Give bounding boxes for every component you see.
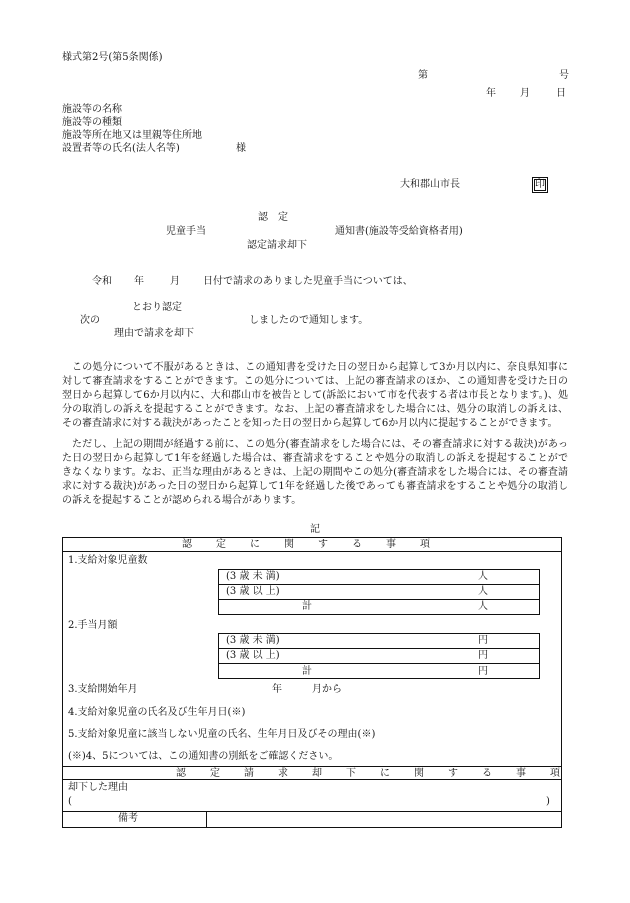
intro-month: 月	[170, 276, 180, 287]
rejection-section-title: 認 定 請 求 却 下 に 関 す る 事 項	[176, 768, 567, 779]
doc-number-suffix: 号	[559, 70, 569, 81]
intro-as-below: 次の	[80, 315, 100, 326]
item1-label: 1.支給対象児童数	[68, 555, 148, 566]
reason-paren-open: (	[68, 796, 72, 807]
child-count-under3-label: (3 歳 未 満)	[226, 571, 280, 582]
item3-year: 年	[272, 684, 282, 695]
intro-rejected-reason: 理由で請求を却下	[114, 328, 194, 339]
intro-year: 年	[134, 276, 144, 287]
amount-total-label: 計	[302, 666, 312, 677]
facility-type-label: 施設等の種類	[62, 117, 122, 128]
facility-address-label: 施設等所在地又は里親等住所地	[62, 130, 202, 141]
heading-notice: 通知書(施設等受給資格者用)	[335, 226, 463, 237]
reason-paren-close: )	[546, 796, 550, 807]
child-count-over3-label: (3 歳 以 上)	[226, 586, 280, 597]
child-count-total-label: 計	[302, 601, 312, 612]
item3-month-from: 月から	[312, 684, 342, 695]
intro-rest: 日付で請求のありました児童手当については、	[203, 276, 413, 287]
date-day: 日	[556, 88, 566, 99]
form-number: 様式第2号(第5条関係)	[62, 52, 163, 63]
child-count-total-unit: 人	[478, 601, 488, 612]
heading-rejection: 認定請求却下	[247, 240, 307, 251]
attachment-note: (※)4、5については、この通知書の別紙をご確認ください。	[68, 751, 339, 762]
date-month: 月	[520, 88, 530, 99]
honorific: 様	[236, 143, 246, 154]
rejection-reason-label: 却下した理由	[68, 782, 128, 793]
heading-allowance: 児童手当	[166, 226, 206, 237]
heading-nintei: 認 定	[258, 212, 288, 223]
appeal-paragraph-1: この処分について不服があるときは、この通知書を受けた日の翌日から起算して3か月以内に、奈良県知事に対して審査請求をすることができます。この処分については、上記の審査請求のほか、この通知書を受けた日の翌日から起算して6か月以内に、大和郡山市を被告として(訴訟において市を代表する者は市長となります。)、処分の取消しの訴えを提起することができます。なお、上記の審査請求をした場合には、処分の取消しの訴えは、その審査請求に対する裁決があったことを知った日の翌日から起算して6か月以内に提起することができます。	[62, 362, 568, 429]
amount-over3-unit: 円	[478, 650, 488, 661]
child-count-under3-unit: 人	[478, 571, 488, 582]
intro-approved: とおり認定	[132, 302, 182, 313]
seal-stamp: 印	[532, 177, 548, 193]
intro-closing: しましたので通知します。	[249, 315, 369, 326]
amount-over3-label: (3 歳 以 上)	[226, 650, 280, 661]
issuer-title: 大和郡山市長	[400, 179, 460, 190]
amount-under3-unit: 円	[478, 635, 488, 646]
intro-era: 令和	[92, 276, 112, 287]
amount-total-unit: 円	[478, 666, 488, 677]
remarks-label: 備考	[118, 813, 138, 824]
amount-under3-label: (3 歳 未 満)	[226, 635, 280, 646]
founder-name-label: 設置者等の氏名(法人名等)	[62, 143, 180, 154]
child-count-over3-unit: 人	[478, 586, 488, 597]
appeal-paragraph-2: ただし、上記の期間が経過する前に、この処分(審査請求をした場合には、その審査請求に対する裁決)があった日の翌日から起算して1年を経過した場合は、審査請求をすることや処分の取消しの訴えを提起することができなくなります。なお、正当な理由があるときは、上記の期間やこの処分(審査請求をした場合には、その審査請求に対する裁決)があった日の翌日から起算して1年を経過した後であっても審査請求をすることや処分の取消しの訴えを提起することが認められる場合があります。	[62, 439, 568, 506]
nintei-section-title: 認 定 に 関 す る 事 項	[182, 539, 437, 550]
doc-number-prefix: 第	[418, 70, 428, 81]
item5-label: 5.支給対象児童に該当しない児童の氏名、生年月日及びその理由(※)	[68, 729, 376, 740]
item4-label: 4.支給対象児童の氏名及び生年月日(※)	[68, 707, 246, 718]
facility-name-label: 施設等の名称	[62, 104, 122, 115]
date-year: 年	[486, 88, 496, 99]
item2-label: 2.手当月額	[68, 620, 118, 631]
item3-label: 3.支給開始年月	[68, 684, 138, 695]
ki-label: 記	[310, 524, 320, 535]
